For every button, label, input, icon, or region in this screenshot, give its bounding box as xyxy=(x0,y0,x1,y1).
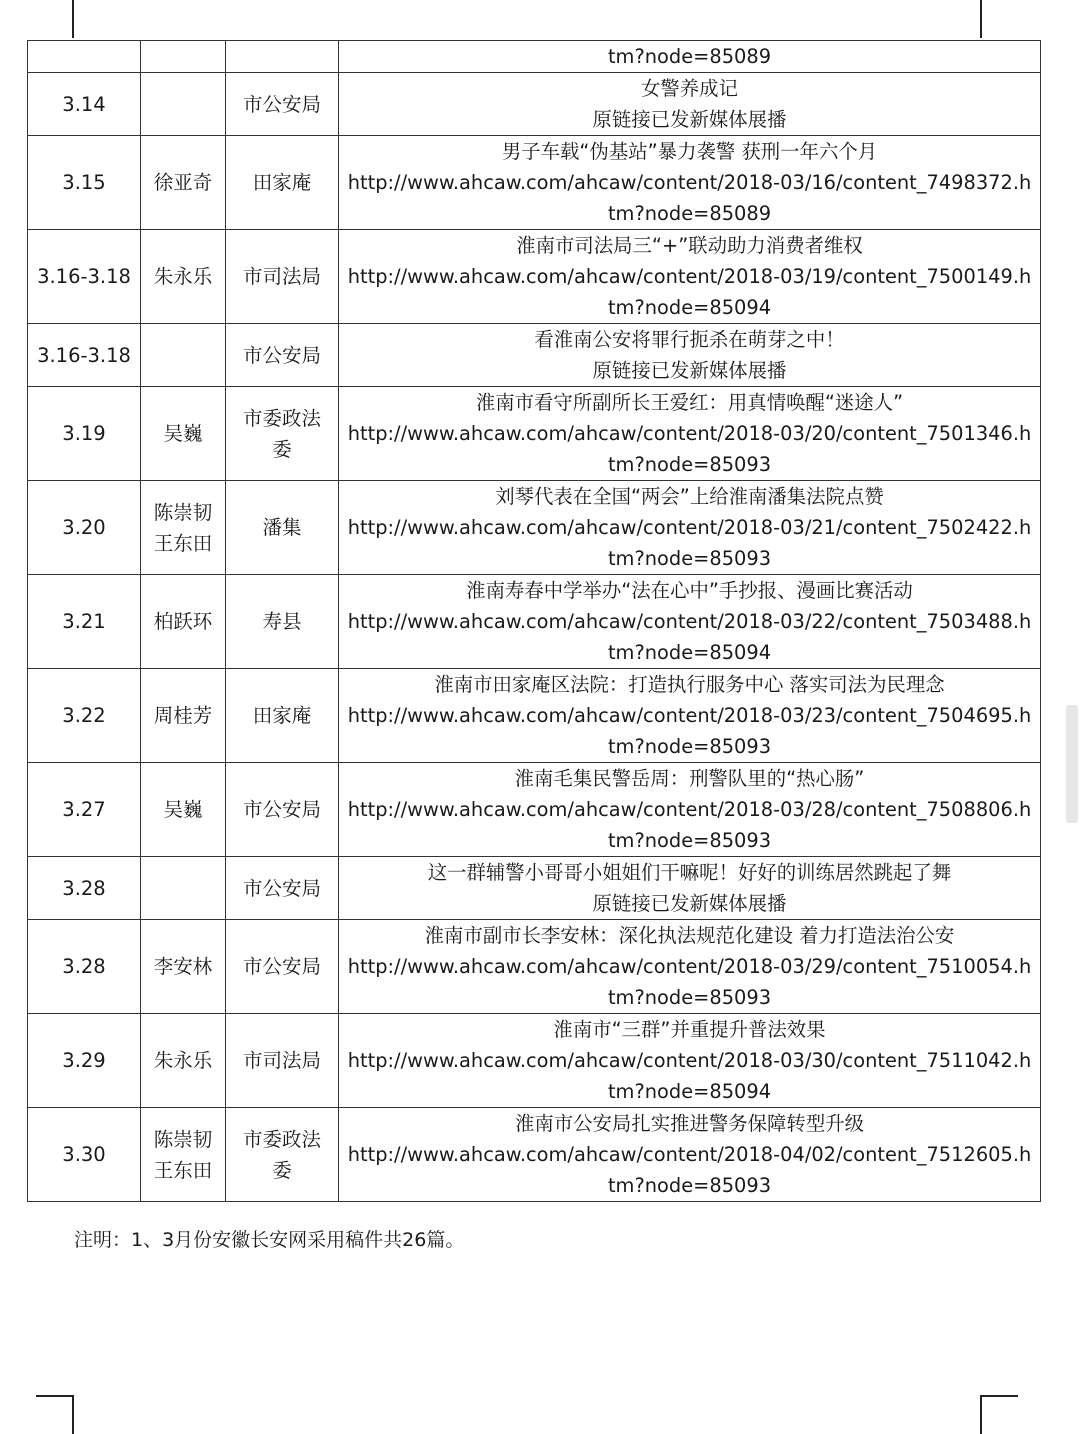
article-title: 原链接已发新媒体展播 xyxy=(592,359,787,382)
author-cell xyxy=(141,136,226,230)
article-title: 刘琴代表在全国“两会”上给淮南潘集法院点赞 xyxy=(495,485,884,508)
table-row xyxy=(28,41,1041,73)
article-link-text: http://www.ahcaw.com/ahcaw/content/2018-04/02/content_7512605.h xyxy=(347,1143,1032,1166)
unit-name: 潘集 xyxy=(262,516,302,539)
article-cell xyxy=(339,669,1041,763)
unit-cell xyxy=(226,669,339,763)
article-link-text: http://www.ahcaw.com/ahcaw/content/2018-03/28/content_7508806.h xyxy=(347,798,1032,821)
author-name: 李安林 xyxy=(153,955,213,978)
article-link-text: http://www.ahcaw.com/ahcaw/content/2018-03/20/content_7501346.h xyxy=(347,422,1032,445)
table-row xyxy=(28,575,1041,669)
article-cell xyxy=(339,857,1041,920)
crop-mark-bottom-left-h xyxy=(36,1395,73,1397)
crop-mark-top-right-v xyxy=(980,0,982,38)
footnote: 注明：1、3月份安徽长安网采用稿件共26篇。 xyxy=(74,1229,465,1251)
author-cell xyxy=(141,230,226,324)
crop-mark-bottom-right-v xyxy=(980,1395,982,1434)
date-cell: 3.27 xyxy=(28,763,141,857)
article-link-text: tm?node=85093 xyxy=(607,1174,772,1197)
article-title: 看淮南公安将罪行扼杀在萌芽之中！ xyxy=(534,328,845,351)
unit-cell xyxy=(226,41,339,73)
article-title: 原链接已发新媒体展播 xyxy=(592,892,787,915)
table-row xyxy=(28,324,1041,387)
author-cell xyxy=(141,324,226,387)
table-row xyxy=(28,920,1041,1014)
unit-cell xyxy=(226,387,339,481)
article-link-text: tm?node=85093 xyxy=(607,829,772,852)
table-row xyxy=(28,857,1041,920)
author-cell xyxy=(141,1014,226,1108)
author-cell xyxy=(141,920,226,1014)
date-cell: 3.15 xyxy=(28,136,141,230)
date-cell: 3.28 xyxy=(28,857,141,920)
date-cell: 3.16-3.18 xyxy=(28,230,141,324)
table-row xyxy=(28,669,1041,763)
date-cell: 3.28 xyxy=(28,920,141,1014)
author-name: 陈崇韧 xyxy=(153,500,213,524)
unit-name: 田家庵 xyxy=(252,171,312,194)
unit-name: 委 xyxy=(272,437,292,461)
article-link-text: http://www.ahcaw.com/ahcaw/content/2018-03/16/content_7498372.h xyxy=(347,171,1032,194)
unit-name: 市委政法 xyxy=(242,1127,321,1151)
article-title: 淮南市公安局扎实推进警务保障转型升级 xyxy=(514,1112,864,1135)
author-name: 周桂芳 xyxy=(153,704,213,727)
article-title: 淮南市看守所副所长王爱红：用真情唤醒“迷途人” xyxy=(475,391,904,414)
article-title: 淮南市“三群”并重提升普法效果 xyxy=(553,1018,826,1041)
article-link-text: tm?node=85089 xyxy=(607,45,772,68)
unit-name: 市司法局 xyxy=(242,1049,321,1072)
article-title: 淮南市司法局三“+”联动助力消费者维权 xyxy=(516,234,863,257)
author-cell xyxy=(141,669,226,763)
article-title: 淮南毛集民警岳周：刑警队里的“热心肠” xyxy=(514,767,865,790)
date-cell: 3.16-3.18 xyxy=(28,324,141,387)
unit-name: 委 xyxy=(272,1158,292,1182)
date-cell: 3.21 xyxy=(28,575,141,669)
article-cell xyxy=(339,73,1041,136)
article-link-text: http://www.ahcaw.com/ahcaw/content/2018-03/19/content_7500149.h xyxy=(347,265,1032,288)
author-cell xyxy=(141,41,226,73)
article-link-text: http://www.ahcaw.com/ahcaw/content/2018-03/21/content_7502422.h xyxy=(347,516,1032,539)
unit-cell xyxy=(226,920,339,1014)
author-name: 吴巍 xyxy=(163,798,203,821)
date-cell xyxy=(28,41,141,73)
table-row xyxy=(28,387,1041,481)
table-row xyxy=(28,763,1041,857)
author-name: 柏跃环 xyxy=(153,610,213,633)
article-title: 男子车载“伪基站”暴力袭警 获刑一年六个月 xyxy=(501,140,878,163)
table-row xyxy=(28,1014,1041,1108)
date-cell: 3.14 xyxy=(28,73,141,136)
article-link-text: tm?node=85094 xyxy=(607,641,772,664)
unit-cell xyxy=(226,324,339,387)
article-link-text: tm?node=85089 xyxy=(607,202,772,225)
scrollbar-thumb[interactable] xyxy=(1066,705,1078,823)
date-cell: 3.29 xyxy=(28,1014,141,1108)
article-link-text: tm?node=85094 xyxy=(607,1080,772,1103)
unit-cell xyxy=(226,481,339,575)
date-cell: 3.19 xyxy=(28,387,141,481)
article-cell xyxy=(339,136,1041,230)
article-cell xyxy=(339,481,1041,575)
date-cell: 3.20 xyxy=(28,481,141,575)
article-link-text: http://www.ahcaw.com/ahcaw/content/2018-03/30/content_7511042.h xyxy=(347,1049,1032,1072)
article-cell xyxy=(339,230,1041,324)
author-name: 徐亚奇 xyxy=(153,171,213,194)
article-title: 这一群辅警小哥哥小姐姐们干嘛呢！好好的训练居然跳起了舞 xyxy=(427,861,952,884)
article-link-text: tm?node=85093 xyxy=(607,986,772,1009)
crop-mark-bottom-left-v xyxy=(72,1395,74,1434)
author-cell xyxy=(141,387,226,481)
article-link-text: tm?node=85094 xyxy=(607,296,772,319)
author-name: 王东田 xyxy=(153,1158,213,1182)
article-cell xyxy=(339,387,1041,481)
unit-name: 田家庵 xyxy=(252,704,312,727)
author-cell xyxy=(141,1108,226,1202)
unit-cell xyxy=(226,857,339,920)
article-title: 淮南市副市长李安林：深化执法规范化建设 着力打造法治公安 xyxy=(424,924,955,947)
table-row xyxy=(28,230,1041,324)
unit-name: 市司法局 xyxy=(242,265,321,288)
article-cell xyxy=(339,41,1041,73)
author-name: 陈崇韧 xyxy=(153,1127,213,1151)
unit-cell xyxy=(226,1108,339,1202)
article-link-text: tm?node=85093 xyxy=(607,547,772,570)
date-cell: 3.22 xyxy=(28,669,141,763)
article-title: 淮南市田家庵区法院：打造执行服务中心 落实司法为民理念 xyxy=(434,673,945,696)
unit-cell xyxy=(226,73,339,136)
author-cell xyxy=(141,73,226,136)
unit-cell xyxy=(226,230,339,324)
article-link-text: http://www.ahcaw.com/ahcaw/content/2018-03/23/content_7504695.h xyxy=(347,704,1032,727)
author-cell xyxy=(141,763,226,857)
article-cell xyxy=(339,920,1041,1014)
article-table-body xyxy=(28,41,1041,1202)
table-row xyxy=(28,73,1041,136)
article-cell xyxy=(339,575,1041,669)
article-link-text: tm?node=85093 xyxy=(607,735,772,758)
article-link-text: http://www.ahcaw.com/ahcaw/content/2018-03/22/content_7503488.h xyxy=(347,610,1032,633)
unit-name: 寿县 xyxy=(262,610,302,633)
article-cell xyxy=(339,1108,1041,1202)
author-name: 王东田 xyxy=(153,531,213,555)
article-cell xyxy=(339,324,1041,387)
author-cell xyxy=(141,857,226,920)
unit-name: 市公安局 xyxy=(242,798,321,821)
unit-cell xyxy=(226,575,339,669)
article-cell xyxy=(339,1014,1041,1108)
author-name: 朱永乐 xyxy=(153,265,213,288)
crop-mark-top-left-v xyxy=(72,0,74,38)
author-name: 吴巍 xyxy=(163,422,203,445)
article-title: 淮南寿春中学举办“法在心中”手抄报、漫画比赛活动 xyxy=(466,579,913,602)
article-cell xyxy=(339,763,1041,857)
article-title: 原链接已发新媒体展播 xyxy=(592,108,787,131)
article-link-text: http://www.ahcaw.com/ahcaw/content/2018-03/29/content_7510054.h xyxy=(347,955,1032,978)
unit-name: 市公安局 xyxy=(242,343,321,367)
unit-cell xyxy=(226,763,339,857)
unit-name: 市公安局 xyxy=(242,876,321,900)
table-row xyxy=(28,136,1041,230)
author-cell xyxy=(141,481,226,575)
unit-cell xyxy=(226,136,339,230)
article-table xyxy=(27,40,1041,1202)
article-title: 女警养成记 xyxy=(641,77,738,100)
author-name: 朱永乐 xyxy=(153,1049,213,1072)
unit-name: 市公安局 xyxy=(242,955,321,978)
date-cell: 3.30 xyxy=(28,1108,141,1202)
unit-name: 市公安局 xyxy=(242,92,321,116)
unit-cell xyxy=(226,1014,339,1108)
table-row xyxy=(28,481,1041,575)
unit-name: 市委政法 xyxy=(242,406,321,430)
article-link-text: tm?node=85093 xyxy=(607,453,772,476)
table-row xyxy=(28,1108,1041,1202)
crop-mark-bottom-right-h xyxy=(980,1395,1018,1397)
author-cell xyxy=(141,575,226,669)
